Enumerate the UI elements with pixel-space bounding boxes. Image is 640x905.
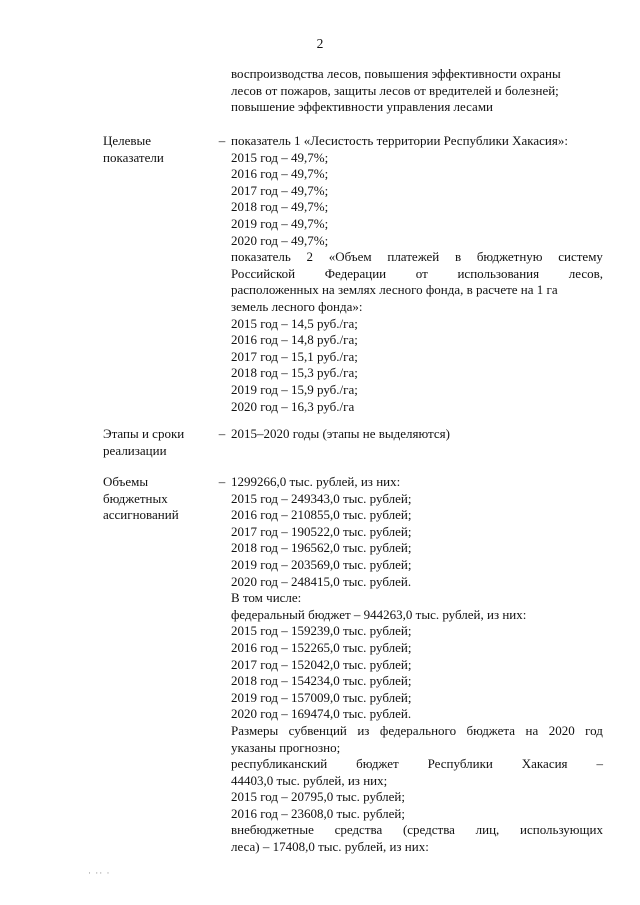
word: лиц,	[475, 822, 500, 838]
intro-block	[231, 66, 603, 116]
word: платежей	[387, 249, 440, 265]
federal-budget-year: 2019 год – 157009,0 тыс. рублей;	[231, 689, 412, 705]
budget-total-year: 2018 год – 196562,0 тыс. рублей;	[231, 540, 412, 556]
off-budget-total: леса) – 17408,0 тыс. рублей, из них:	[231, 839, 429, 855]
federal-budget-total: федеральный бюджет – 944263,0 тыс. рублей, из них:	[231, 606, 527, 622]
indicator-1-title: показатель 1 «Лесистость территории Республики Хакасия»:	[231, 133, 568, 148]
budget-total-year: 2020 год – 248415,0 тыс. рублей.	[231, 573, 412, 589]
budget-label-line: бюджетных	[103, 490, 168, 506]
indicator-1-year: 2016 год – 49,7%;	[231, 166, 329, 182]
word: Хакасия	[521, 756, 568, 772]
targets-label-line: Целевые	[103, 133, 152, 148]
budget-dash: –	[218, 474, 226, 489]
word: использования	[457, 265, 540, 281]
footer-mark: · ·· ·	[88, 868, 111, 878]
indicator-1-year: 2019 год – 49,7%;	[231, 215, 329, 231]
word: показатель	[231, 249, 291, 265]
word: субвенций	[288, 722, 347, 738]
indicator-2-year: 2018 год – 15,3 руб./га;	[231, 365, 358, 381]
word: на	[525, 722, 539, 738]
federal-budget-year: 2015 год – 159239,0 тыс. рублей;	[231, 623, 412, 639]
word: лесов,	[568, 265, 603, 281]
word: федерального	[379, 722, 457, 738]
budget-total-year: 2019 год – 203569,0 тыс. рублей;	[231, 556, 412, 572]
word: бюджета	[466, 722, 516, 738]
stages-dash: –	[218, 426, 226, 441]
intro-line: лесов от пожаров, защиты лесов от вредителей и болезней;	[231, 82, 559, 98]
targets-label	[103, 133, 213, 166]
word: «Объем	[328, 249, 372, 265]
indicator-2-title-line: расположенных на землях лесного фонда, в расчете на 1 га	[231, 282, 558, 298]
word: год	[585, 722, 603, 738]
word: в	[454, 249, 462, 265]
word: средства	[334, 822, 383, 838]
indicator-2-year: 2015 год – 14,5 руб./га;	[231, 315, 358, 331]
federal-budget-year: 2020 год – 169474,0 тыс. рублей.	[231, 706, 412, 722]
word: Федерации	[324, 265, 387, 281]
word: 2	[306, 249, 314, 265]
indicator-1-year: 2018 год – 49,7%;	[231, 199, 329, 215]
word: республиканский	[231, 756, 328, 772]
regional-budget-year: 2015 год – 20795,0 тыс. рублей;	[231, 789, 405, 805]
subvention-note-line	[231, 723, 603, 740]
targets-dash: –	[218, 133, 226, 148]
stages-label-line: реализации	[103, 442, 167, 458]
word: –	[596, 756, 603, 772]
federal-budget-year: 2017 год – 152042,0 тыс. рублей;	[231, 656, 412, 672]
regional-budget-line	[231, 756, 603, 773]
stages-value: 2015–2020 годы (этапы не выделяются)	[231, 426, 450, 441]
indicator-2-year: 2019 год – 15,9 руб./га;	[231, 381, 358, 397]
indicator-2-year: 2016 год – 14,8 руб./га;	[231, 332, 358, 348]
including-heading: В том числе:	[231, 590, 302, 606]
word: бюджетную	[476, 249, 543, 265]
stages-label	[103, 426, 213, 459]
stages-content	[231, 426, 603, 443]
indicator-2-title-line: земель лесного фонда»:	[231, 298, 363, 314]
indicator-2-year: 2020 год – 16,3 руб./га	[231, 398, 355, 414]
targets-content	[231, 133, 603, 415]
page-number: 2	[316, 36, 324, 51]
budget-content	[231, 474, 603, 856]
word: от	[415, 265, 428, 281]
subvention-note-line: указаны прогнозно;	[231, 739, 341, 755]
regional-budget-year: 2016 год – 23608,0 тыс. рублей;	[231, 805, 405, 821]
budget-total-year: 2015 год – 249343,0 тыс. рублей;	[231, 490, 412, 506]
budget-total: 1299266,0 тыс. рублей, из них:	[231, 474, 401, 489]
word: систему	[558, 249, 603, 265]
off-budget-line	[231, 822, 603, 839]
word: (средства	[402, 822, 455, 838]
indicator-1-year: 2015 год – 49,7%;	[231, 149, 329, 165]
budget-label-line: ассигнований	[103, 507, 179, 523]
budget-total-year: 2016 год – 210855,0 тыс. рублей;	[231, 507, 412, 523]
word: 2020	[548, 722, 575, 738]
stages-label-line: Этапы и сроки	[103, 426, 185, 441]
word: Республики	[427, 756, 493, 772]
word: из	[357, 722, 370, 738]
word: бюджет	[356, 756, 399, 772]
indicator-2-title-line	[231, 266, 603, 283]
budget-total-year: 2017 год – 190522,0 тыс. рублей;	[231, 523, 412, 539]
indicator-2-year: 2017 год – 15,1 руб./га;	[231, 348, 358, 364]
budget-label	[103, 474, 213, 524]
word: Российской	[231, 265, 296, 281]
targets-label-line: показатели	[103, 149, 164, 165]
budget-label-line: Объемы	[103, 474, 149, 489]
regional-budget-total: 44403,0 тыс. рублей, из них;	[231, 772, 388, 788]
intro-line: повышение эффективности управления лесами	[231, 99, 494, 115]
indicator-1-year: 2017 год – 49,7%;	[231, 182, 329, 198]
federal-budget-year: 2016 год – 152265,0 тыс. рублей;	[231, 639, 412, 655]
federal-budget-year: 2018 год – 154234,0 тыс. рублей;	[231, 673, 412, 689]
intro-line: воспроизводства лесов, повышения эффективности охраны	[231, 66, 561, 81]
indicator-2-title-line	[231, 249, 603, 266]
indicator-1-year: 2020 год – 49,7%;	[231, 232, 329, 248]
word: Размеры	[231, 722, 279, 738]
word: использующих	[520, 822, 603, 838]
word: внебюджетные	[231, 822, 314, 838]
